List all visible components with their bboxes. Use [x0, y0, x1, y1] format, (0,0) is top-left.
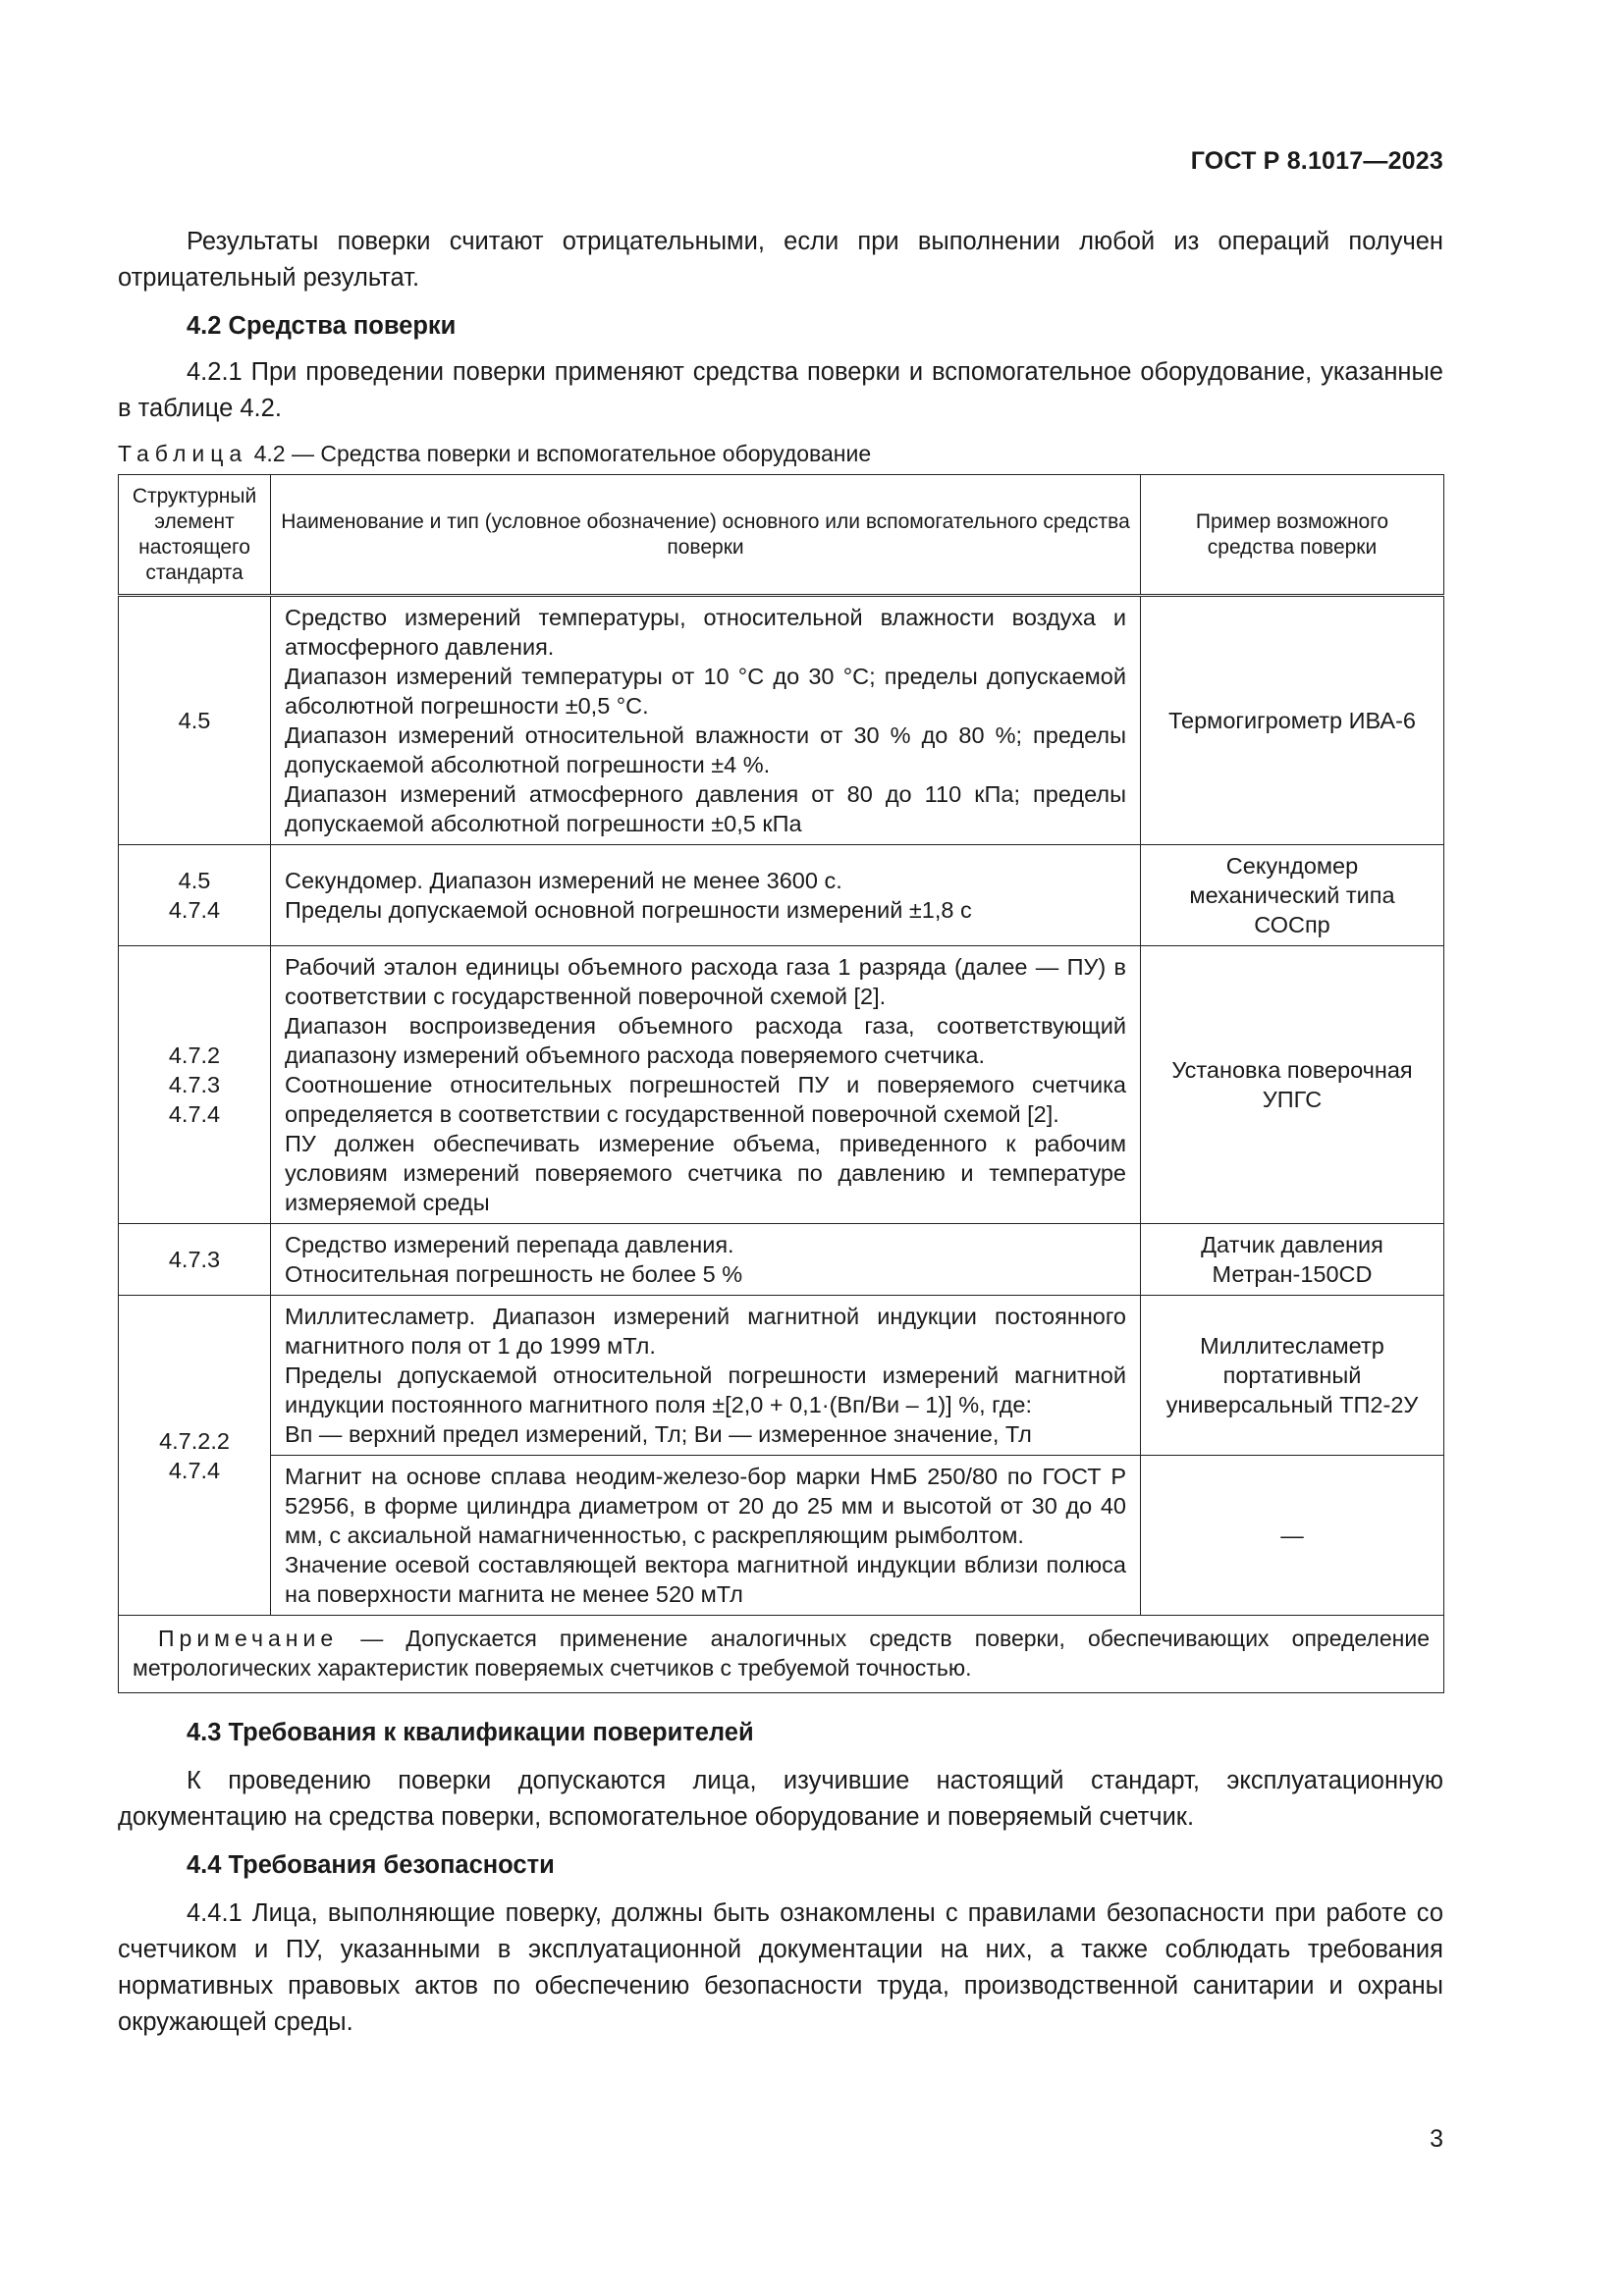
row-description	[271, 596, 1141, 845]
row-description-line: Диапазон воспроизведения объемного расхода газа, соответствующий диапазону измерений объемного расхода поверяемого счетчика.	[285, 1013, 1126, 1068]
document-code-header: ГОСТ Р 8.1017—2023	[1190, 147, 1443, 175]
section-4-2-title: 4.2 Средства поверки	[187, 312, 457, 340]
row-description	[271, 946, 1141, 1224]
table-caption-label: Таблица	[118, 441, 248, 466]
row-description-line: Диапазон измерений атмосферного давления от 80 до 110 кПа; пределы допускаемой абсолютной погрешности ±0,5 кПа	[285, 781, 1126, 836]
row-description-line: Диапазон измерений относительной влажности от 30 % до 80 %; пределы допускаемой абсолютной погрешности ±4 %.	[285, 722, 1126, 777]
table-header-row	[119, 475, 1444, 596]
row-description-line: Средство измерений перепада давления.	[285, 1232, 734, 1257]
row-description-line: Диапазон измерений температуры от 10 °С до 30 °С; пределы допускаемой абсолютной погрешности ±0,5 °С.	[285, 664, 1126, 719]
column-header-element: Структурный элемент настоящего стандарта	[119, 475, 271, 596]
row-description-line: Относительная погрешность не более 5 %	[285, 1261, 743, 1287]
row-description	[271, 1456, 1141, 1616]
row-description-line: Bп — верхний предел измерений, Тл; Bи — измеренное значение, Тл	[285, 1421, 1032, 1447]
row-description-line: Секундомер. Диапазон измерений не менее 3600 с.	[285, 868, 842, 893]
column-header-name: Наименование и тип (условное обозначение) основного или вспомогательного средства поверки	[271, 475, 1141, 596]
row-example: Термогигрометр ИВА-6	[1141, 596, 1444, 845]
note-text: — Допускается применение аналогичных средств поверки, обеспечивающих определение метрологических характеристик поверяемых счетчиков с требуемой точностью.	[133, 1626, 1430, 1681]
row-element: 4.5	[119, 596, 271, 845]
row-description-line: Пределы допускаемой основной погрешности измерений ±1,8 с	[285, 897, 972, 923]
table-caption-text: 4.2 — Средства поверки и вспомогательное оборудование	[253, 441, 872, 466]
row-element: 4.7.2.2 4.7.4	[119, 1296, 271, 1616]
note-label: Примечание	[158, 1626, 339, 1651]
section-4-3-text: К проведению поверки допускаются лица, изучившие настоящий стандарт, эксплуатационную документацию на средства поверки, вспомогательное оборудование и поверяемый счетчик.	[118, 1767, 1443, 1831]
row-example: Секундомер механический типа СОСпр	[1141, 845, 1444, 946]
paragraph-4-2-1: 4.2.1 При проведении поверки применяют средства поверки и вспомогательное оборудование, указанные в таблице 4.2.	[118, 358, 1443, 422]
row-description-line: Соотношение относительных погрешностей ПУ и поверяемого счетчика определяется в соответствии с государственной поверочной схемой [2].	[285, 1072, 1126, 1127]
table-caption	[118, 439, 1443, 468]
row-description-line: Значение осевой составляющей вектора магнитной индукции вблизи полюса на поверхности магнита не менее 520 мТл	[285, 1552, 1126, 1607]
table-row	[119, 596, 1444, 845]
section-4-4-title: 4.4 Требования безопасности	[187, 1851, 555, 1879]
table-row	[119, 1296, 1444, 1456]
page-number: 3	[1430, 2125, 1443, 2153]
row-element: 4.5 4.7.4	[119, 845, 271, 946]
row-description	[271, 1296, 1141, 1456]
row-example: Установка поверочная УПГС	[1141, 946, 1444, 1224]
row-description-line: Магнит на основе сплава неодим-железо-бор марки НмБ 250/80 по ГОСТ Р 52956, в форме цилиндра диаметром от 20 до 25 мм и высотой от 30 до 40 мм, с аксиальной намагниченностью, с раскрепляющим рымболтом.	[285, 1464, 1126, 1548]
row-element: 4.7.3	[119, 1224, 271, 1296]
row-example: Датчик давления Метран-150CD	[1141, 1224, 1444, 1296]
row-description-line: Миллитесламетр. Диапазон измерений магнитной индукции постоянного магнитного поля от 1 до 1999 мТл.	[285, 1304, 1126, 1359]
row-description-line: Средство измерений температуры, относительной влажности воздуха и атмосферного давления.	[285, 605, 1126, 660]
table-row	[119, 845, 1444, 946]
verification-tools-table	[118, 474, 1444, 1693]
table-row	[119, 1456, 1444, 1616]
row-description-line: Пределы допускаемой относительной погрешности измерений магнитной индукции постоянного магнитного поля ±[2,0 + 0,1·(Bп/Bи – 1)] %, где:	[285, 1362, 1126, 1417]
row-example: Миллитесламетр портативный универсальный ТП2-2У	[1141, 1296, 1444, 1456]
row-element: 4.7.2 4.7.3 4.7.4	[119, 946, 271, 1224]
table-note	[119, 1616, 1444, 1693]
row-description-line: ПУ должен обеспечивать измерение объема, приведенного к рабочим условиям измерений поверяемого счетчика по давлению и температуре измеряемой среды	[285, 1131, 1126, 1215]
table-row	[119, 1224, 1444, 1296]
row-description-line: Рабочий эталон единицы объемного расхода газа 1 разряда (далее — ПУ) в соответствии с государственной поверочной схемой [2].	[285, 954, 1126, 1009]
intro-paragraph: Результаты поверки считают отрицательными, если при выполнении любой из операций получен отрицательный результат.	[118, 228, 1443, 292]
section-4-3-title: 4.3 Требования к квалификации поверителей	[187, 1719, 754, 1746]
row-description	[271, 1224, 1141, 1296]
paragraph-4-4-1: 4.4.1 Лица, выполняющие поверку, должны быть ознакомлены с правилами безопасности при работе со счетчиком и ПУ, указанными в эксплуатационной документации на них, а также соблюдать требования нормативных правовых актов по обеспечению безопасности труда, производственной санитарии и охраны окружающей среды.	[118, 1899, 1443, 2036]
row-example: —	[1141, 1456, 1444, 1616]
row-description	[271, 845, 1141, 946]
column-header-example: Пример возможного средства поверки	[1141, 475, 1444, 596]
table-row	[119, 946, 1444, 1224]
table-note-row	[119, 1616, 1444, 1693]
